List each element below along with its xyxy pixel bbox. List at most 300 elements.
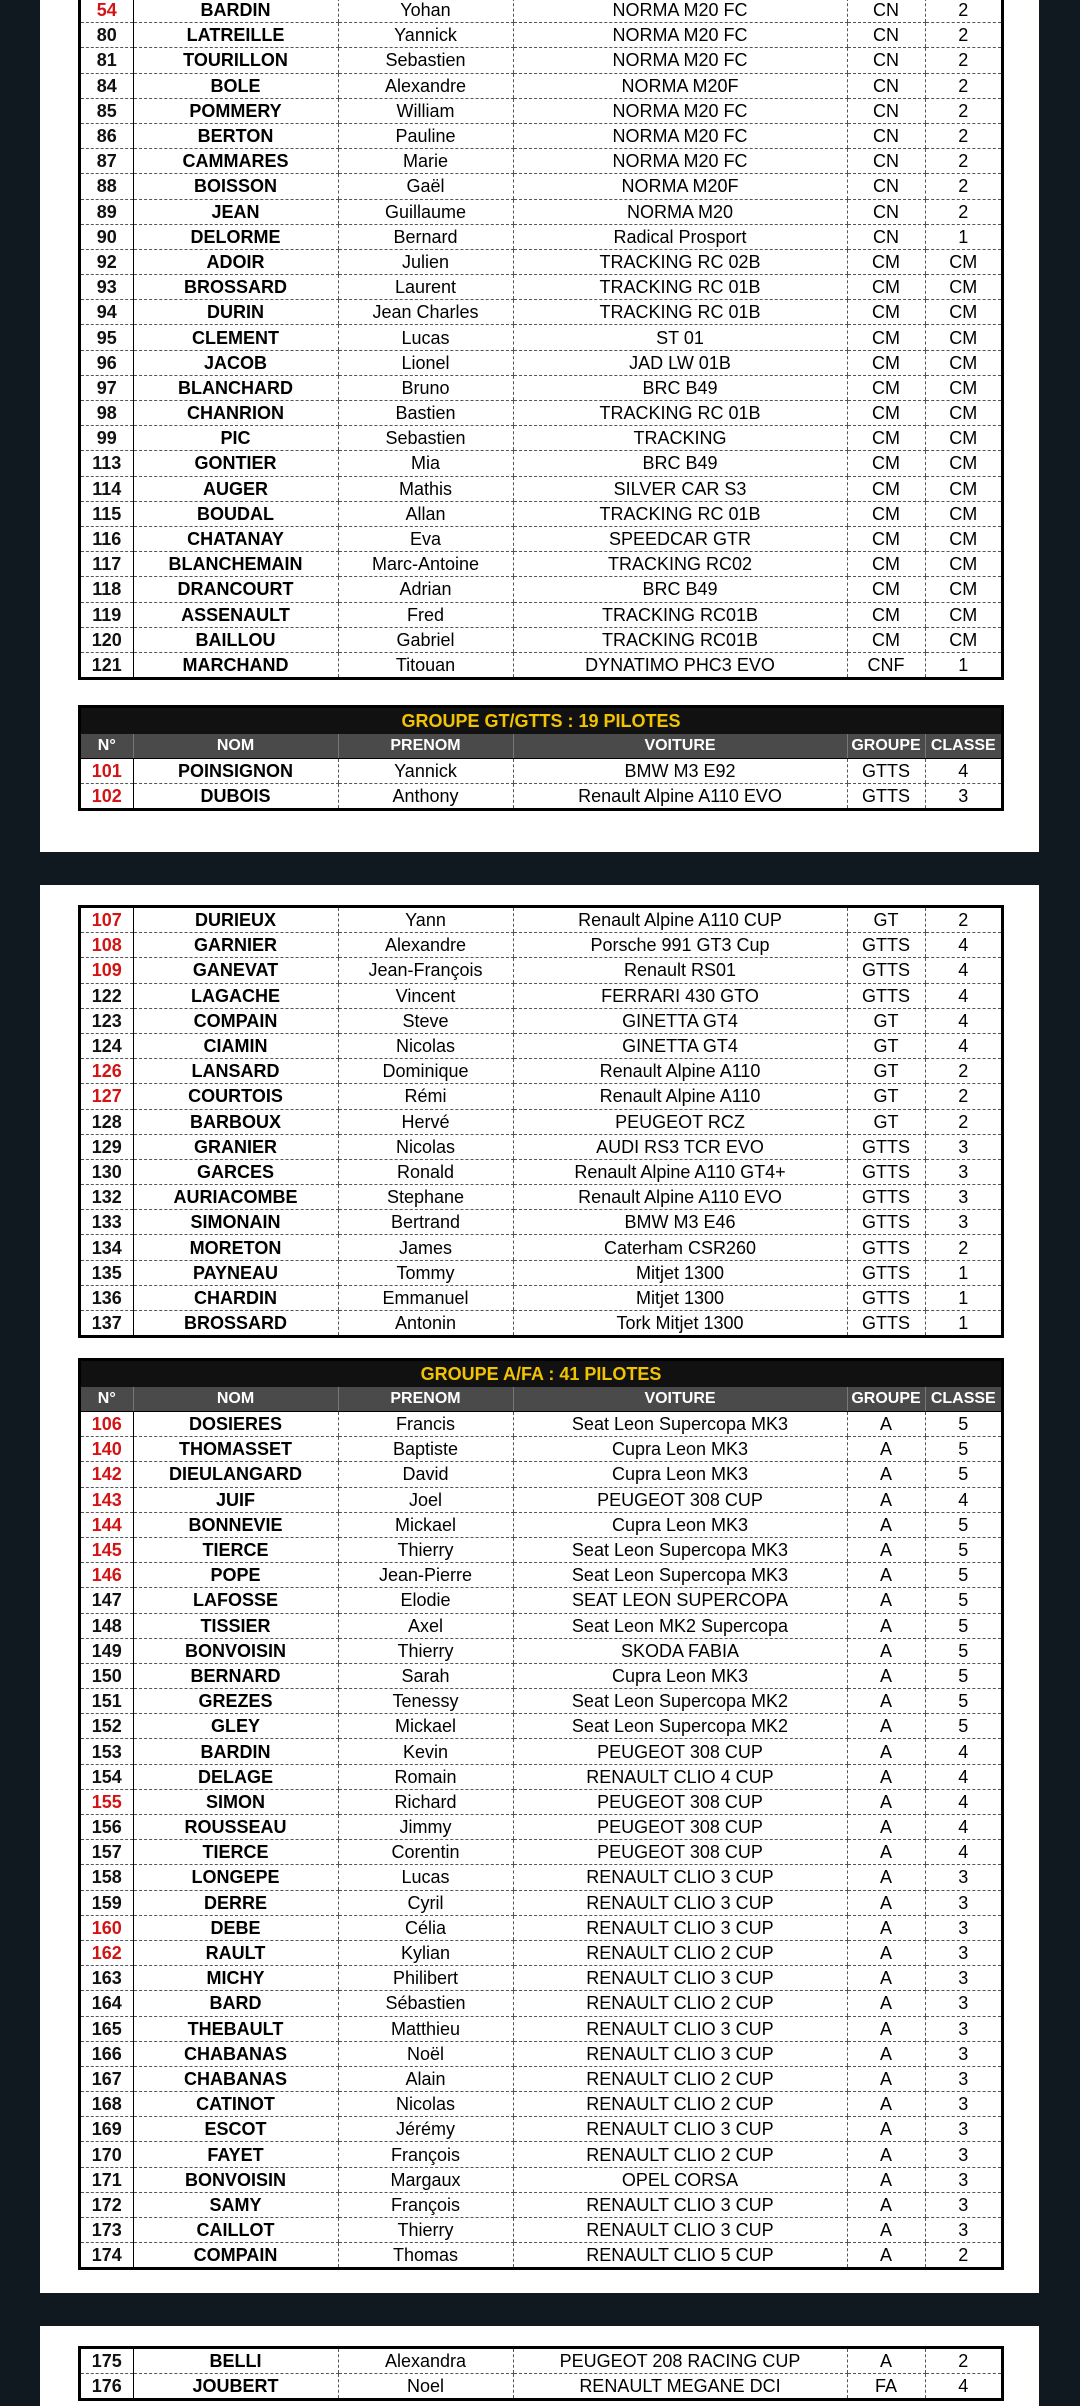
pilot-first-name: Dominique xyxy=(338,1059,513,1084)
col-header-groupe: GROUPE xyxy=(847,734,925,759)
pilot-car: RENAULT CLIO 3 CUP xyxy=(513,1890,847,1915)
pilot-car: RENAULT CLIO 3 CUP xyxy=(513,2218,847,2243)
pilot-group: A xyxy=(847,1714,925,1739)
pilot-car: RENAULT CLIO 3 CUP xyxy=(513,2192,847,2217)
pilot-group: CM xyxy=(847,350,925,375)
pilot-class: 5 xyxy=(925,1462,1001,1487)
pilot-last-name: BONNEVIE xyxy=(133,1512,338,1537)
pilot-number: 150 xyxy=(81,1663,133,1688)
pilot-row xyxy=(81,1462,1001,1487)
pilot-row xyxy=(81,426,1001,451)
pilot-class: 4 xyxy=(925,1815,1001,1840)
pilot-car: RENAULT CLIO 2 CUP xyxy=(513,1991,847,2016)
pilot-class: 5 xyxy=(925,1437,1001,1462)
pilot-group: A xyxy=(847,1487,925,1512)
pilot-group: A xyxy=(847,1940,925,1965)
group-title-row xyxy=(81,708,1001,734)
pilot-group: A xyxy=(847,1437,925,1462)
pilot-number: 149 xyxy=(81,1638,133,1663)
pilot-group: A xyxy=(847,1613,925,1638)
col-header-nom: NOM xyxy=(133,734,338,759)
pilot-row xyxy=(81,1563,1001,1588)
pilot-first-name: Allan xyxy=(338,501,513,526)
pilot-car: Renault Alpine A110 EVO xyxy=(513,784,847,809)
pilot-car: Seat Leon Supercopa MK3 xyxy=(513,1412,847,1437)
pilot-row xyxy=(81,1789,1001,1814)
pilot-row xyxy=(81,1260,1001,1285)
pilot-group: GT xyxy=(847,1033,925,1058)
pilot-group: CM xyxy=(847,627,925,652)
pilot-last-name: DIEULANGARD xyxy=(133,1462,338,1487)
pilot-first-name: Bertrand xyxy=(338,1210,513,1235)
pilot-number: 97 xyxy=(81,375,133,400)
pilot-group: A xyxy=(847,1689,925,1714)
pilot-group: GTTS xyxy=(847,1210,925,1235)
pilot-car: Renault Alpine A110 GT4+ xyxy=(513,1159,847,1184)
pilot-number: 159 xyxy=(81,1890,133,1915)
pilot-car: OPEL CORSA xyxy=(513,2167,847,2192)
pilot-number: 98 xyxy=(81,401,133,426)
pilot-last-name: DRANCOURT xyxy=(133,577,338,602)
pilot-row xyxy=(81,1059,1001,1084)
pilot-car: TRACKING RC 01B xyxy=(513,275,847,300)
pilot-class: 1 xyxy=(925,1260,1001,1285)
pilot-row xyxy=(81,1210,1001,1235)
pilot-first-name: Yann xyxy=(338,908,513,933)
pilot-first-name: Thierry xyxy=(338,1537,513,1562)
pilot-first-name: Jimmy xyxy=(338,1815,513,1840)
pilot-number: 106 xyxy=(81,1412,133,1437)
pilot-last-name: LONGEPE xyxy=(133,1865,338,1890)
pilot-row xyxy=(81,1613,1001,1638)
pilot-class: 2 xyxy=(925,1235,1001,1260)
pilot-first-name: Thierry xyxy=(338,1638,513,1663)
pilot-car: DYNATIMO PHC3 EVO xyxy=(513,652,847,677)
pilot-last-name: PIC xyxy=(133,426,338,451)
pilot-car: RENAULT CLIO 2 CUP xyxy=(513,2142,847,2167)
pilot-row xyxy=(81,1714,1001,1739)
pilot-row xyxy=(81,401,1001,426)
pilot-last-name: BARBOUX xyxy=(133,1109,338,1134)
pilot-car: PEUGEOT 308 CUP xyxy=(513,1815,847,1840)
pilot-row xyxy=(81,784,1001,809)
pilot-class: 3 xyxy=(925,1210,1001,1235)
pilot-number: 173 xyxy=(81,2218,133,2243)
pilot-number: 121 xyxy=(81,652,133,677)
pilot-car: Renault RS01 xyxy=(513,958,847,983)
pilot-class: 5 xyxy=(925,1638,1001,1663)
pilot-first-name: Sarah xyxy=(338,1663,513,1688)
pilot-last-name: TOURILLON xyxy=(133,48,338,73)
pilot-group: CM xyxy=(847,526,925,551)
pilot-group: GT xyxy=(847,908,925,933)
pilot-last-name: BLANCHEMAIN xyxy=(133,552,338,577)
pilot-row xyxy=(81,451,1001,476)
pilot-number: 168 xyxy=(81,2092,133,2117)
pilot-group: A xyxy=(847,2041,925,2066)
pilot-class: 3 xyxy=(925,1890,1001,1915)
pilot-row xyxy=(81,174,1001,199)
pilot-row xyxy=(81,759,1001,784)
pilot-class: CM xyxy=(925,325,1001,350)
pilot-number: 107 xyxy=(81,908,133,933)
pilot-row xyxy=(81,1311,1001,1336)
pilot-number: 87 xyxy=(81,149,133,174)
pilot-class: 3 xyxy=(925,2142,1001,2167)
pilot-number: 127 xyxy=(81,1084,133,1109)
pilot-row xyxy=(81,552,1001,577)
pilot-row xyxy=(81,350,1001,375)
pilot-class: 2 xyxy=(925,0,1001,23)
pilot-group: A xyxy=(847,1462,925,1487)
pilot-first-name: Antonin xyxy=(338,1311,513,1336)
pilot-row xyxy=(81,2142,1001,2167)
pilot-row xyxy=(81,73,1001,98)
pilot-class: CM xyxy=(925,426,1001,451)
pilot-number: 113 xyxy=(81,451,133,476)
column-header-row xyxy=(81,1387,1001,1412)
pilot-row xyxy=(81,199,1001,224)
pilot-last-name: LAGACHE xyxy=(133,983,338,1008)
pilot-row xyxy=(81,2218,1001,2243)
pilot-row xyxy=(81,2016,1001,2041)
pilot-first-name: Thierry xyxy=(338,2218,513,2243)
pilot-last-name: BOUDAL xyxy=(133,501,338,526)
pilot-class: CM xyxy=(925,401,1001,426)
pilot-class: CM xyxy=(925,501,1001,526)
pilot-car: Seat Leon Supercopa MK2 xyxy=(513,1689,847,1714)
pilot-class: 1 xyxy=(925,224,1001,249)
document-page-3 xyxy=(40,2326,1039,2406)
pilot-first-name: Anthony xyxy=(338,784,513,809)
pilot-car: PEUGEOT RCZ xyxy=(513,1109,847,1134)
pilot-last-name: LATREILLE xyxy=(133,23,338,48)
pilot-car: RENAULT CLIO 3 CUP xyxy=(513,1865,847,1890)
pilot-car: GINETTA GT4 xyxy=(513,1033,847,1058)
pilot-last-name: DURIN xyxy=(133,300,338,325)
pilot-car: NORMA M20 FC xyxy=(513,23,847,48)
pilot-first-name: Adrian xyxy=(338,577,513,602)
pilot-first-name: Francis xyxy=(338,1412,513,1437)
pilot-car: TRACKING RC01B xyxy=(513,627,847,652)
pilot-row xyxy=(81,2243,1001,2268)
pilot-number: 163 xyxy=(81,1966,133,1991)
pilot-car: RENAULT CLIO 5 CUP xyxy=(513,2243,847,2268)
pilot-row xyxy=(81,577,1001,602)
pilot-number: 148 xyxy=(81,1613,133,1638)
pilot-first-name: Vincent xyxy=(338,983,513,1008)
pilot-first-name: Tenessy xyxy=(338,1689,513,1714)
pilot-group: CM xyxy=(847,249,925,274)
pilot-group: CNF xyxy=(847,652,925,677)
pilot-number: 155 xyxy=(81,1789,133,1814)
pilot-group: CN xyxy=(847,149,925,174)
pilot-number: 160 xyxy=(81,1915,133,1940)
pilot-number: 114 xyxy=(81,476,133,501)
a-fa-table xyxy=(78,1358,1004,2270)
pilot-number: 170 xyxy=(81,2142,133,2167)
pilot-group: CM xyxy=(847,325,925,350)
pilot-last-name: GREZES xyxy=(133,1689,338,1714)
pilot-last-name: BROSSARD xyxy=(133,275,338,300)
pilot-first-name: Jérémy xyxy=(338,2117,513,2142)
pilot-last-name: CLEMENT xyxy=(133,325,338,350)
pilot-row xyxy=(81,98,1001,123)
pilot-first-name: Corentin xyxy=(338,1840,513,1865)
pilot-number: 152 xyxy=(81,1714,133,1739)
pilot-last-name: BARDIN xyxy=(133,0,338,23)
col-header-voiture: VOITURE xyxy=(513,1387,847,1412)
pilot-group: GT xyxy=(847,1008,925,1033)
pilot-number: 145 xyxy=(81,1537,133,1562)
pilot-row xyxy=(81,627,1001,652)
pilot-class: 5 xyxy=(925,1588,1001,1613)
pilot-row xyxy=(81,123,1001,148)
pilot-class: 3 xyxy=(925,1991,1001,2016)
pilot-first-name: Elodie xyxy=(338,1588,513,1613)
pilot-first-name: Yohan xyxy=(338,0,513,23)
pilot-last-name: CHABANAS xyxy=(133,2041,338,2066)
pilot-first-name: Joel xyxy=(338,1487,513,1512)
column-header-row xyxy=(81,734,1001,759)
pilot-first-name: François xyxy=(338,2142,513,2167)
pilot-number: 142 xyxy=(81,1462,133,1487)
pilot-class: 2 xyxy=(925,73,1001,98)
pilot-class: 4 xyxy=(925,1008,1001,1033)
pilot-last-name: BONVOISIN xyxy=(133,2167,338,2192)
pilot-car: TRACKING xyxy=(513,426,847,451)
col-header-groupe: GROUPE xyxy=(847,1387,925,1412)
pilot-number: 115 xyxy=(81,501,133,526)
pilot-last-name: SIMON xyxy=(133,1789,338,1814)
pilot-class: 4 xyxy=(925,1487,1001,1512)
pilot-number: 164 xyxy=(81,1991,133,2016)
pilot-row xyxy=(81,1437,1001,1462)
pilot-last-name: BELLI xyxy=(133,2349,338,2374)
a-fa-table-continued xyxy=(78,2346,1004,2401)
pilot-number: 102 xyxy=(81,784,133,809)
pilot-class: 3 xyxy=(925,2066,1001,2091)
pilot-last-name: FAYET xyxy=(133,2142,338,2167)
pilot-number: 134 xyxy=(81,1235,133,1260)
pilot-class: CM xyxy=(925,577,1001,602)
pilot-first-name: Mia xyxy=(338,451,513,476)
pilot-group: CN xyxy=(847,73,925,98)
pilot-last-name: COMPAIN xyxy=(133,2243,338,2268)
pilot-car: TRACKING RC01B xyxy=(513,602,847,627)
pilot-last-name: BOLE xyxy=(133,73,338,98)
pilot-number: 90 xyxy=(81,224,133,249)
pilot-car: Mitjet 1300 xyxy=(513,1285,847,1310)
pilot-group: CM xyxy=(847,476,925,501)
pilot-last-name: THEBAULT xyxy=(133,2016,338,2041)
pilot-first-name: Nicolas xyxy=(338,1134,513,1159)
pilot-last-name: BOISSON xyxy=(133,174,338,199)
pilot-number: 116 xyxy=(81,526,133,551)
pilot-group: CM xyxy=(847,451,925,476)
pilot-car: RENAULT CLIO 2 CUP xyxy=(513,2092,847,2117)
pilot-number: 166 xyxy=(81,2041,133,2066)
pilot-first-name: Noël xyxy=(338,2041,513,2066)
pilot-group: CN xyxy=(847,98,925,123)
pilot-first-name: Mickael xyxy=(338,1714,513,1739)
pilot-class: 2 xyxy=(925,2349,1001,2374)
pilot-group: CN xyxy=(847,123,925,148)
pilot-car: RENAULT CLIO 2 CUP xyxy=(513,1940,847,1965)
pilot-last-name: CIAMIN xyxy=(133,1033,338,1058)
pilot-number: 151 xyxy=(81,1689,133,1714)
pilot-last-name: THOMASSET xyxy=(133,1437,338,1462)
pilot-number: 93 xyxy=(81,275,133,300)
pilot-number: 101 xyxy=(81,759,133,784)
pilot-number: 136 xyxy=(81,1285,133,1310)
pilot-last-name: CHANRION xyxy=(133,401,338,426)
pilot-first-name: Yannick xyxy=(338,23,513,48)
pilot-class: 3 xyxy=(925,2016,1001,2041)
pilot-last-name: GANEVAT xyxy=(133,958,338,983)
pilot-group: A xyxy=(847,1865,925,1890)
pilot-car: BRC B49 xyxy=(513,375,847,400)
pilot-car: RENAULT MEGANE DCI xyxy=(513,2374,847,2399)
pilot-last-name: MARCHAND xyxy=(133,652,338,677)
pilot-row xyxy=(81,476,1001,501)
pilot-group: A xyxy=(847,2092,925,2117)
pilot-row xyxy=(81,1588,1001,1613)
pilot-row xyxy=(81,1033,1001,1058)
pilot-class: 2 xyxy=(925,199,1001,224)
pilot-group: A xyxy=(847,1663,925,1688)
pilot-group: A xyxy=(847,1991,925,2016)
pilot-first-name: Bastien xyxy=(338,401,513,426)
pilot-class: 3 xyxy=(925,1966,1001,1991)
pilot-row xyxy=(81,2066,1001,2091)
pilot-last-name: ROUSSEAU xyxy=(133,1815,338,1840)
pilot-number: 133 xyxy=(81,1210,133,1235)
pilot-number: 157 xyxy=(81,1840,133,1865)
pilot-first-name: Fred xyxy=(338,602,513,627)
pilot-class: CM xyxy=(925,249,1001,274)
pilot-row xyxy=(81,501,1001,526)
pilot-last-name: DUBOIS xyxy=(133,784,338,809)
pilot-first-name: Alain xyxy=(338,2066,513,2091)
gt-gtts-table-continued xyxy=(78,905,1004,1338)
pilot-group: A xyxy=(847,1563,925,1588)
pilot-last-name: TIERCE xyxy=(133,1840,338,1865)
pilot-first-name: James xyxy=(338,1235,513,1260)
pilot-number: 144 xyxy=(81,1512,133,1537)
pilot-number: 140 xyxy=(81,1437,133,1462)
pilot-last-name: JOUBERT xyxy=(133,2374,338,2399)
pilot-class: CM xyxy=(925,375,1001,400)
pilot-number: 153 xyxy=(81,1739,133,1764)
pilot-car: PEUGEOT 308 CUP xyxy=(513,1840,847,1865)
pilot-number: 118 xyxy=(81,577,133,602)
pilot-car: Cupra Leon MK3 xyxy=(513,1462,847,1487)
pilot-group: CM xyxy=(847,501,925,526)
pilot-row xyxy=(81,1840,1001,1865)
pilot-last-name: DURIEUX xyxy=(133,908,338,933)
pilot-car: NORMA M20 FC xyxy=(513,0,847,23)
pilot-class: 1 xyxy=(925,1311,1001,1336)
pilot-first-name: Yannick xyxy=(338,759,513,784)
pilot-last-name: BROSSARD xyxy=(133,1311,338,1336)
pilot-row xyxy=(81,1764,1001,1789)
pilot-car: Renault Alpine A110 EVO xyxy=(513,1185,847,1210)
col-header-prenom: PRENOM xyxy=(338,734,513,759)
pilot-car: Radical Prosport xyxy=(513,224,847,249)
pilot-row xyxy=(81,1008,1001,1033)
pilot-last-name: GARNIER xyxy=(133,933,338,958)
pilot-class: 2 xyxy=(925,123,1001,148)
document-page-1 xyxy=(40,0,1039,852)
pilot-class: 2 xyxy=(925,98,1001,123)
pilot-group: CM xyxy=(847,426,925,451)
pilot-car: TRACKING RC02 xyxy=(513,552,847,577)
pilot-car: PEUGEOT 308 CUP xyxy=(513,1739,847,1764)
pilot-group: CM xyxy=(847,375,925,400)
pilot-class: 4 xyxy=(925,1033,1001,1058)
pilot-row xyxy=(81,2117,1001,2142)
pilot-number: 158 xyxy=(81,1865,133,1890)
group-title-row xyxy=(81,1361,1001,1387)
a-fa-table-body-page2 xyxy=(81,1412,1001,2268)
pilot-car: Cupra Leon MK3 xyxy=(513,1437,847,1462)
pilot-row xyxy=(81,1412,1001,1437)
pilot-class: 4 xyxy=(925,2374,1001,2399)
pilot-class: 2 xyxy=(925,174,1001,199)
pilot-car: NORMA M20 FC xyxy=(513,123,847,148)
pilot-row xyxy=(81,375,1001,400)
pilot-car: GINETTA GT4 xyxy=(513,1008,847,1033)
pilot-last-name: COMPAIN xyxy=(133,1008,338,1033)
pilot-number: 119 xyxy=(81,602,133,627)
pilot-class: 5 xyxy=(925,1689,1001,1714)
pilot-row xyxy=(81,249,1001,274)
pilot-class: 2 xyxy=(925,908,1001,933)
pilot-last-name: GLEY xyxy=(133,1714,338,1739)
pilot-row xyxy=(81,48,1001,73)
pilot-number: 86 xyxy=(81,123,133,148)
pilot-car: BMW M3 E46 xyxy=(513,1210,847,1235)
pilot-car: Renault Alpine A110 xyxy=(513,1059,847,1084)
pilot-last-name: JACOB xyxy=(133,350,338,375)
pilot-class: CM xyxy=(925,275,1001,300)
pilot-row xyxy=(81,1966,1001,1991)
pilot-group: CM xyxy=(847,552,925,577)
pilot-last-name: DERRE xyxy=(133,1890,338,1915)
pilot-car: Seat Leon Supercopa MK3 xyxy=(513,1537,847,1562)
pilot-number: 135 xyxy=(81,1260,133,1285)
pilot-number: 169 xyxy=(81,2117,133,2142)
pilot-last-name: TIERCE xyxy=(133,1537,338,1562)
pilot-row xyxy=(81,1865,1001,1890)
pilot-first-name: Titouan xyxy=(338,652,513,677)
pilot-last-name: COURTOIS xyxy=(133,1084,338,1109)
pilot-car: BRC B49 xyxy=(513,577,847,602)
pilot-row xyxy=(81,1890,1001,1915)
pilot-number: 172 xyxy=(81,2192,133,2217)
pilot-last-name: ESCOT xyxy=(133,2117,338,2142)
pilot-first-name: Laurent xyxy=(338,275,513,300)
pilot-group: A xyxy=(847,2349,925,2374)
pilot-car: Seat Leon Supercopa MK3 xyxy=(513,1563,847,1588)
pilot-number: 128 xyxy=(81,1109,133,1134)
pilot-car: NORMA M20 FC xyxy=(513,48,847,73)
pilot-group: A xyxy=(847,1840,925,1865)
pilot-group: A xyxy=(847,2243,925,2268)
pilot-car: PEUGEOT 308 CUP xyxy=(513,1789,847,1814)
pilot-class: 4 xyxy=(925,1789,1001,1814)
